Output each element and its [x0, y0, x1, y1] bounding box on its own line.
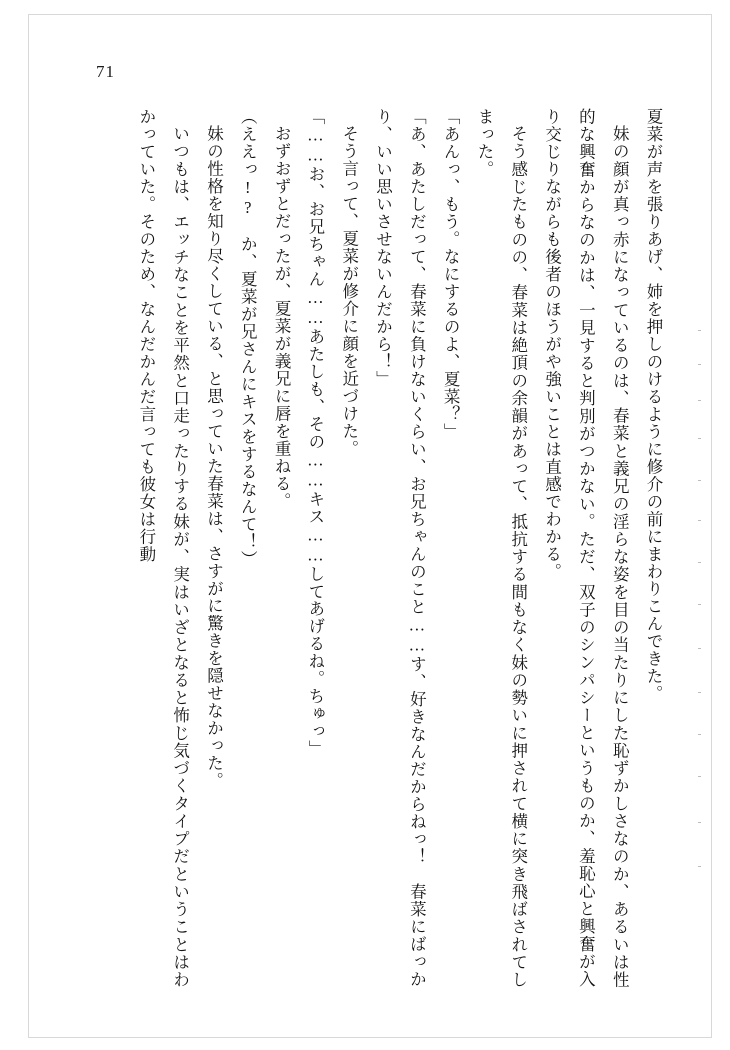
paragraph: おずおずとだったが、夏菜が義兄に唇を重ねる。: [272, 124, 292, 510]
paragraph: 「あんっ、もう。なにするのよ、夏菜？」: [441, 108, 461, 441]
scan-speckles: [698, 330, 708, 890]
paragraph: 妹の性格を知り尽くしている、と思っていた春菜は、さすがに驚きを隠せなかった。: [204, 124, 224, 790]
paragraph: 「あ、あたしだって、春菜に負けないくらい、お兄ちゃんのこと……す、好きなんだからねっ！ 春菜にばっかり、いい思いさせないんだから！」: [373, 108, 427, 988]
page-number: 71: [96, 62, 115, 81]
paragraph: 妹の顔が真っ赤になっているのは、春菜と義兄の淫らな姿を目の当たりにした恥ずかしさなのか、あるいは性的な興奮からなのかは、一見すると判別がつかない。ただ、双子のシンパシーというものか、羞恥心と興奮が入り交じりながらも後者のほうがや強いことは直感でわかる。: [542, 108, 630, 988]
paragraph: そう言って、夏菜が修介に顔を近づけた。: [339, 124, 359, 457]
page-body-text: [70, 108, 670, 988]
paragraph: 夏菜が声を張りあげ、姉を押しのけるように修介の前にまわりこんできた。: [644, 108, 663, 703]
paragraph: いつもは、エッチなことを平然と口走ったりする妹が、実はいざとなると怖じ気づくタイプだということはわかっていた。そのため、なんだかんだ言っても彼女は行動: [136, 108, 190, 988]
paragraph: （ええっ!? か、夏菜が兄さんにキスをするなんて！）: [238, 108, 258, 568]
paragraph: 「……お、お兄ちゃん……あたしも、その……キス……してあげるね。ちゅっ」: [305, 108, 325, 758]
paragraph: そう感じたものの、春菜は絶頂の余韻があって、抵抗する間もなく妹の勢いに押されて横に突き飛ばされてしまった。: [474, 108, 528, 988]
